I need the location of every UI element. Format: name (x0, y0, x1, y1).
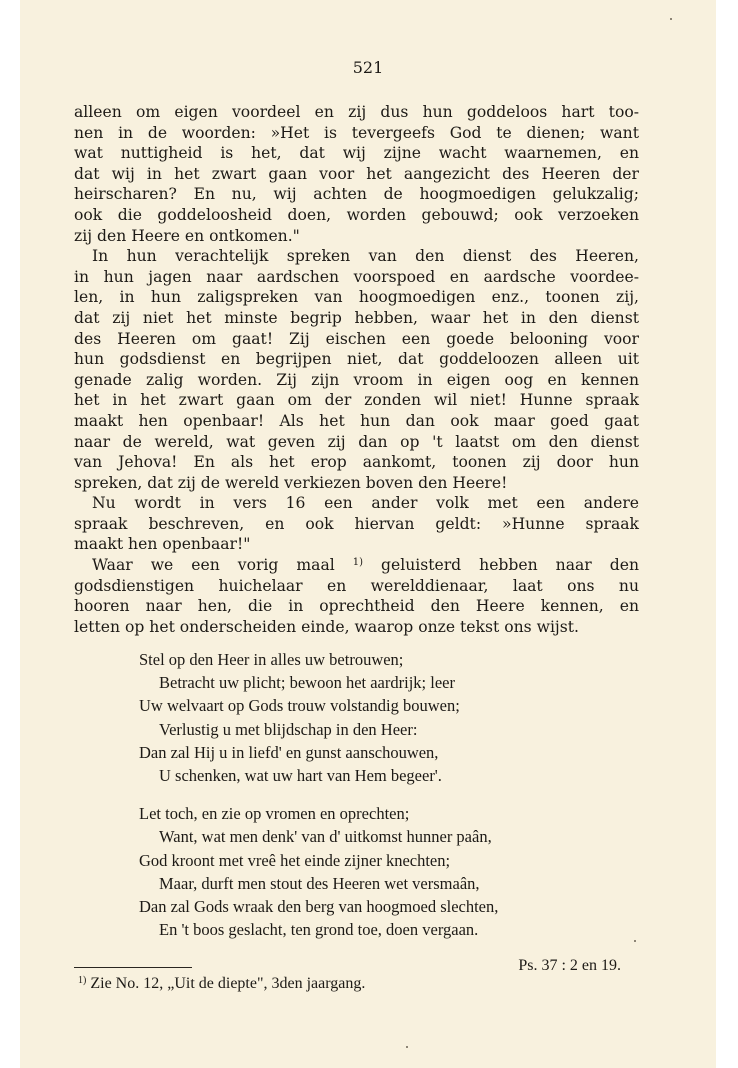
poem-stanza (139, 802, 639, 941)
text-line: zij den Heere en ontkomen." (74, 226, 300, 245)
poem-line: En 't boos geslacht, ten grond toe, doen vergaan. (159, 920, 479, 940)
footnote (78, 975, 365, 993)
text-line: maakt hen openbaar!" (74, 535, 251, 554)
poem-line: Maar, durft men stout des Heeren wet versmaân, (159, 873, 480, 893)
footnote-divider (74, 967, 192, 968)
paper-speck (634, 940, 636, 942)
text-line: naar de wereld, wat geven zij dan op 't laatst om den dienst (74, 432, 639, 451)
text-line: des Heeren om gaat! Zij eischen een goede belooning voor (74, 329, 639, 348)
poem-stanzas (139, 648, 639, 941)
poem-line: Let toch, en zie op vromen en oprechten; (139, 804, 410, 824)
poem-source: Ps. 37 : 2 en 19. (518, 957, 621, 975)
text-line: godsdienstigen huichelaar en werelddienaar, laat ons nu (74, 576, 639, 595)
poem-stanza (139, 648, 639, 787)
paper-speck (406, 1046, 408, 1048)
text-line: ook die goddeloosheid doen, worden gebouwd; ook verzoeken (74, 205, 639, 224)
paragraph (74, 246, 639, 493)
paragraphs (74, 102, 639, 555)
text-line: alleen om eigen voordeel en zij dus hun goddeloos hart too- (74, 103, 639, 121)
text-line: spraak beschreven, en ook hiervan geldt: »Hunne spraak (74, 514, 639, 533)
paper-speck (670, 18, 672, 20)
text-line: het in het zwart gaan om der zonden wil niet! Hunne spraak (74, 391, 639, 410)
text-line: in hun jagen naar aardschen voorspoed en aardsche voordee- (74, 267, 639, 286)
paragraph-lines (74, 576, 639, 638)
text-line: heirscharen? En nu, wij achten de hoogmoedigen gelukzalig; (74, 185, 639, 204)
poem (139, 648, 639, 976)
text-line: hun godsdienst en begrijpen niet, dat goddeloozen alleen uit (74, 350, 639, 369)
text-line: letten op het onderscheiden einde, waarop onze tekst ons wijst. (74, 617, 579, 636)
poem-line: Uw welvaart op Gods trouw volstandig bouwen; (139, 696, 460, 716)
poem-line: Dan zal Hij u in liefd' en gunst aanschouwen, (139, 742, 439, 762)
text-line: van Jehova! En als het erop aankomt, toonen zij door hun (74, 453, 639, 472)
text-line: dat zij niet het minste begrip hebben, waar het in den dienst (74, 308, 639, 327)
text-line: nen in de woorden: »Het is tevergeefs God te dienen; want (74, 123, 639, 142)
page-number: 521 (352, 58, 384, 77)
text-line: Nu wordt in vers 16 een ander volk met een andere (92, 494, 639, 513)
poem-line: Dan zal Gods wraak den berg van hoogmoed slechten, (139, 897, 499, 917)
text-line: wat nuttigheid is het, dat wij zijne wacht waarnemen, en (74, 144, 639, 163)
poem-line: Betracht uw plicht; bewoon het aardrijk; leer (159, 673, 455, 693)
text-line: maakt hen openbaar! Als het hun dan ook maar goed gaat (74, 411, 639, 430)
text-line: hooren naar hen, die in oprechtheid den Heere kennen, en (74, 597, 639, 616)
paragraph (74, 102, 639, 246)
text-line: spreken, dat zij de wereld verkiezen boven den Heere! (74, 473, 508, 492)
text-line: Waar we een vorig maal $^{1)}$ geluisterd hebben naar den (92, 556, 639, 575)
paragraph (74, 555, 639, 637)
paragraph (74, 493, 639, 555)
book-page (20, 0, 716, 1068)
text-line: len, in hun zaligspreken van hoogmoedigen enz., toonen zij, (74, 288, 639, 307)
text-line: In hun verachtelijk spreken van den dienst des Heeren, (92, 247, 639, 266)
prose-body (74, 102, 639, 637)
poem-line: U schenken, wat uw hart van Hem begeer'. (159, 766, 442, 786)
footnote-text: Zie No. 12, „Uit de diepte", 3den jaargang. (86, 975, 366, 992)
poem-line: Stel op den Heer in alles uw betrouwen; (139, 650, 404, 669)
poem-line: God kroont met vreê het einde zijner knechten; (139, 850, 451, 870)
footnote-reference[interactable]: 1) (352, 557, 364, 569)
text-line: dat wij in het zwart gaan voor het aangezicht des Heeren der (74, 164, 639, 183)
poem-line: Want, wat men denk' van d' uitkomst hunner paân, (159, 827, 492, 847)
poem-line: Verlustig u met blijdschap in den Heer: (159, 719, 418, 739)
footnote-mark: 1) (78, 975, 87, 986)
text-line: genade zalig worden. Zij zijn vroom in eigen oog en kennen (74, 370, 639, 389)
